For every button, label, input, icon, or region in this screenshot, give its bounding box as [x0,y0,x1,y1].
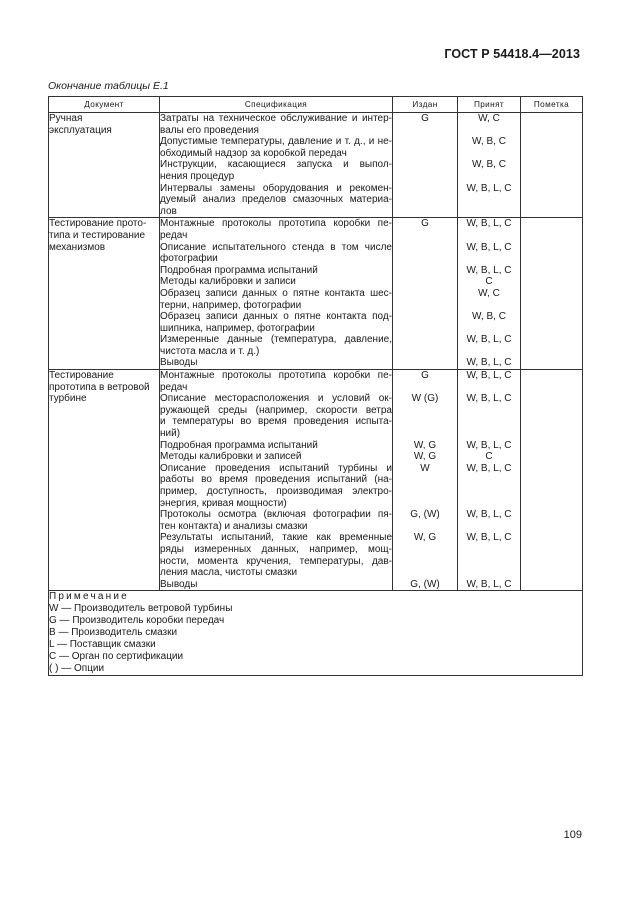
specification-line: Допустимые температуры, давление и т. д., и не- [160,136,392,148]
specification-line: Результаты испытаний, такие как временные [160,532,392,544]
table-row [49,113,583,218]
issued-value: W, G [413,532,437,544]
specification-item [160,136,392,159]
issued-value [393,265,457,277]
specification-line: Описание месторасположения и условий ок- [160,393,392,405]
document-cell [49,113,160,218]
specification-item [160,463,392,509]
specification-item [160,265,392,277]
accepted-value: W, B, L, C [466,370,512,382]
specification-line: Методы калибровки и записей [160,451,302,463]
issued-cell [393,370,458,591]
specification-line: Образец записи данных о пятне контакта шес- [160,287,392,299]
specification-line: редач [160,381,188,393]
column-header-accepted: Принят [458,97,521,113]
specification-line: пример, доступность, производимая электро- [160,486,392,498]
specification-item [160,276,392,288]
document-name-line: Ручная [49,113,83,124]
accepted-value: C [485,451,493,463]
specification-line: Описание испытательного стенда в том числе [160,241,392,253]
specification-item [160,451,392,463]
accepted-value: W, B, L, C [466,462,512,474]
specification-item [160,579,392,591]
specification-line: чистота масла и т. д.) [160,345,260,357]
specification-cell [160,113,393,218]
issued-value [393,288,457,311]
specification-line: тен контакта) и анализы смазки [160,520,308,532]
specification-line: редач [160,229,188,241]
document-name-line: механизмов [49,241,106,253]
specification-cell [160,218,393,370]
specification-line: Образец записи данных о пятне контакта под- [160,311,392,323]
specification-item [160,183,392,218]
specification-line: Выводы [160,357,198,369]
accepted-value: W, B, L, C [466,393,512,405]
issued-value [393,183,457,218]
table-row [49,218,583,370]
specification-item [160,288,392,311]
specification-line: Инструкции, касающиеся запуска и выпол- [160,159,392,171]
mark-cell [521,218,583,370]
specification-line: ружающей среды (например, скорости ветра [160,404,392,416]
accepted-value: W, B, C [472,159,506,171]
specification-line: энергия, кривая мощности) [160,497,287,509]
specification-line: дуемый анализ пределов смазочных материа- [160,194,392,206]
specification-item [160,393,392,439]
accepted-value: W, C [478,113,500,124]
specification-line: ряды измеренных данных, например, мощ- [160,543,392,555]
accepted-value: W, B, L, C [466,439,512,451]
table-header-row [49,97,583,113]
issued-value: G, (W) [410,578,440,590]
specification-item [160,311,392,334]
note-line: L — Поставщик смазки [49,639,156,651]
specification-line: Подробная программа испытаний [160,439,318,451]
accepted-value: W, B, L, C [466,218,512,230]
specification-line: валы его проведения [160,124,259,136]
issued-value [393,357,457,369]
issued-value: G [421,218,429,230]
accepted-value: W, C [478,287,500,299]
document-name-line: Тестирование прото- [49,218,147,230]
specification-line: Монтажные протоколы прототипа коробки пе- [160,218,392,230]
note-line: B — Производитель смазки [49,627,178,639]
document-name-line: Тестирование [49,370,114,382]
specification-item [160,113,392,136]
issued-cell [393,113,458,218]
accepted-value: W, B, L, C [466,509,512,521]
column-header-specification: Спецификация [160,97,393,113]
issued-value: G [421,370,429,382]
issued-value [393,159,457,182]
accepted-value: W, B, L, C [466,264,512,276]
specification-line: Подробная программа испытаний [160,264,318,276]
specification-line: Описание проведения испытаний турбины и [160,462,392,474]
issued-value: W, G [413,451,437,463]
mark-cell [521,113,583,218]
specification-line: фотографии [160,253,218,265]
specification-line: Измеренные данные (температура, давление, [160,334,392,346]
accepted-cell [458,218,521,370]
specification-line: нения процедур [160,170,235,182]
issued-value [393,242,457,265]
issued-value: W (G) [411,393,439,405]
note-cell [49,591,583,676]
specification-line: шипника, например, фотографии [160,322,315,334]
issued-value: G [421,113,429,124]
specification-line: Выводы [160,578,198,590]
accepted-value: W, B, C [472,311,506,323]
issued-value [393,136,457,159]
issued-value [393,334,457,357]
note-line: W — Производитель ветровой турбины [49,603,233,615]
issued-value: G, (W) [410,509,440,521]
issued-cell [393,218,458,370]
accepted-value: C [485,276,493,288]
table-row [49,370,583,591]
page-number: 109 [563,829,582,841]
note-lines [49,603,582,675]
accepted-value: W, B, L, C [466,182,512,194]
specification-item [160,357,392,369]
accepted-value: W, B, L, C [466,578,512,590]
specification-line: обходимый надзор за коробкой передач [160,147,347,159]
specification-line: ности, момента кручения, температуры, дав- [160,555,392,567]
specification-line: ний) [160,428,181,440]
specification-line: работы во время проведения испытаний (на- [160,474,392,486]
specification-line: ления масла, чистоты смазки [160,567,298,579]
specification-item [160,370,392,393]
document-name-line: эксплуатация [49,124,112,136]
specification-line: Затраты на техническое обслуживание и интер- [160,113,392,124]
specification-line: терни, например, фотографии [160,299,302,311]
document-cell [49,218,160,370]
note-line: ( ) — Опции [49,663,105,675]
document-cell [49,370,160,591]
specification-item [160,440,392,452]
accepted-value: W, B, L, C [466,334,512,346]
standard-header: ГОСТ Р 54418.4—2013 [444,47,580,61]
note-line: G — Производитель коробки передач [49,615,225,627]
table-caption: Окончание таблицы Е.1 [48,80,169,92]
issued-value: W, G [413,439,437,451]
issued-value [393,276,457,288]
specification-cell [160,370,393,591]
accepted-value: W, B, L, C [466,357,512,369]
accepted-value: W, B, L, C [466,532,512,544]
accepted-cell [458,370,521,591]
specification-item [160,334,392,357]
mark-cell [521,370,583,591]
specification-line: Монтажные протоколы прототипа коробки пе- [160,370,392,382]
document-name-line: типа и тестирование [49,229,146,241]
column-header-mark: Пометка [521,97,583,113]
specification-line: лов [160,205,177,217]
document-name-line: турбине [49,393,87,405]
specification-item [160,218,392,241]
specification-table [48,96,583,676]
specification-line: Методы калибровки и записи [160,276,296,288]
accepted-value: W, B, C [472,136,506,148]
issued-value: W [420,462,430,474]
accepted-cell [458,113,521,218]
specification-line: Интервалы замены оборудования и рекомен- [160,182,392,194]
note-title: Примечание [49,591,129,603]
specification-item [160,159,392,182]
specification-item [160,532,392,578]
column-header-issued: Издан [393,97,458,113]
specification-item [160,242,392,265]
accepted-value: W, B, L, C [466,241,512,253]
issued-value [393,311,457,334]
note-row [49,591,583,676]
specification-line: и температуры во время проведения испыта- [160,416,392,428]
document-name-line: прототипа в ветровой [49,381,150,393]
specification-item [160,509,392,532]
specification-line: Протоколы осмотра (включая фотографии пя- [160,509,392,521]
note-line: C — Орган по сертификации [49,651,184,663]
column-header-document: Документ [49,97,160,113]
